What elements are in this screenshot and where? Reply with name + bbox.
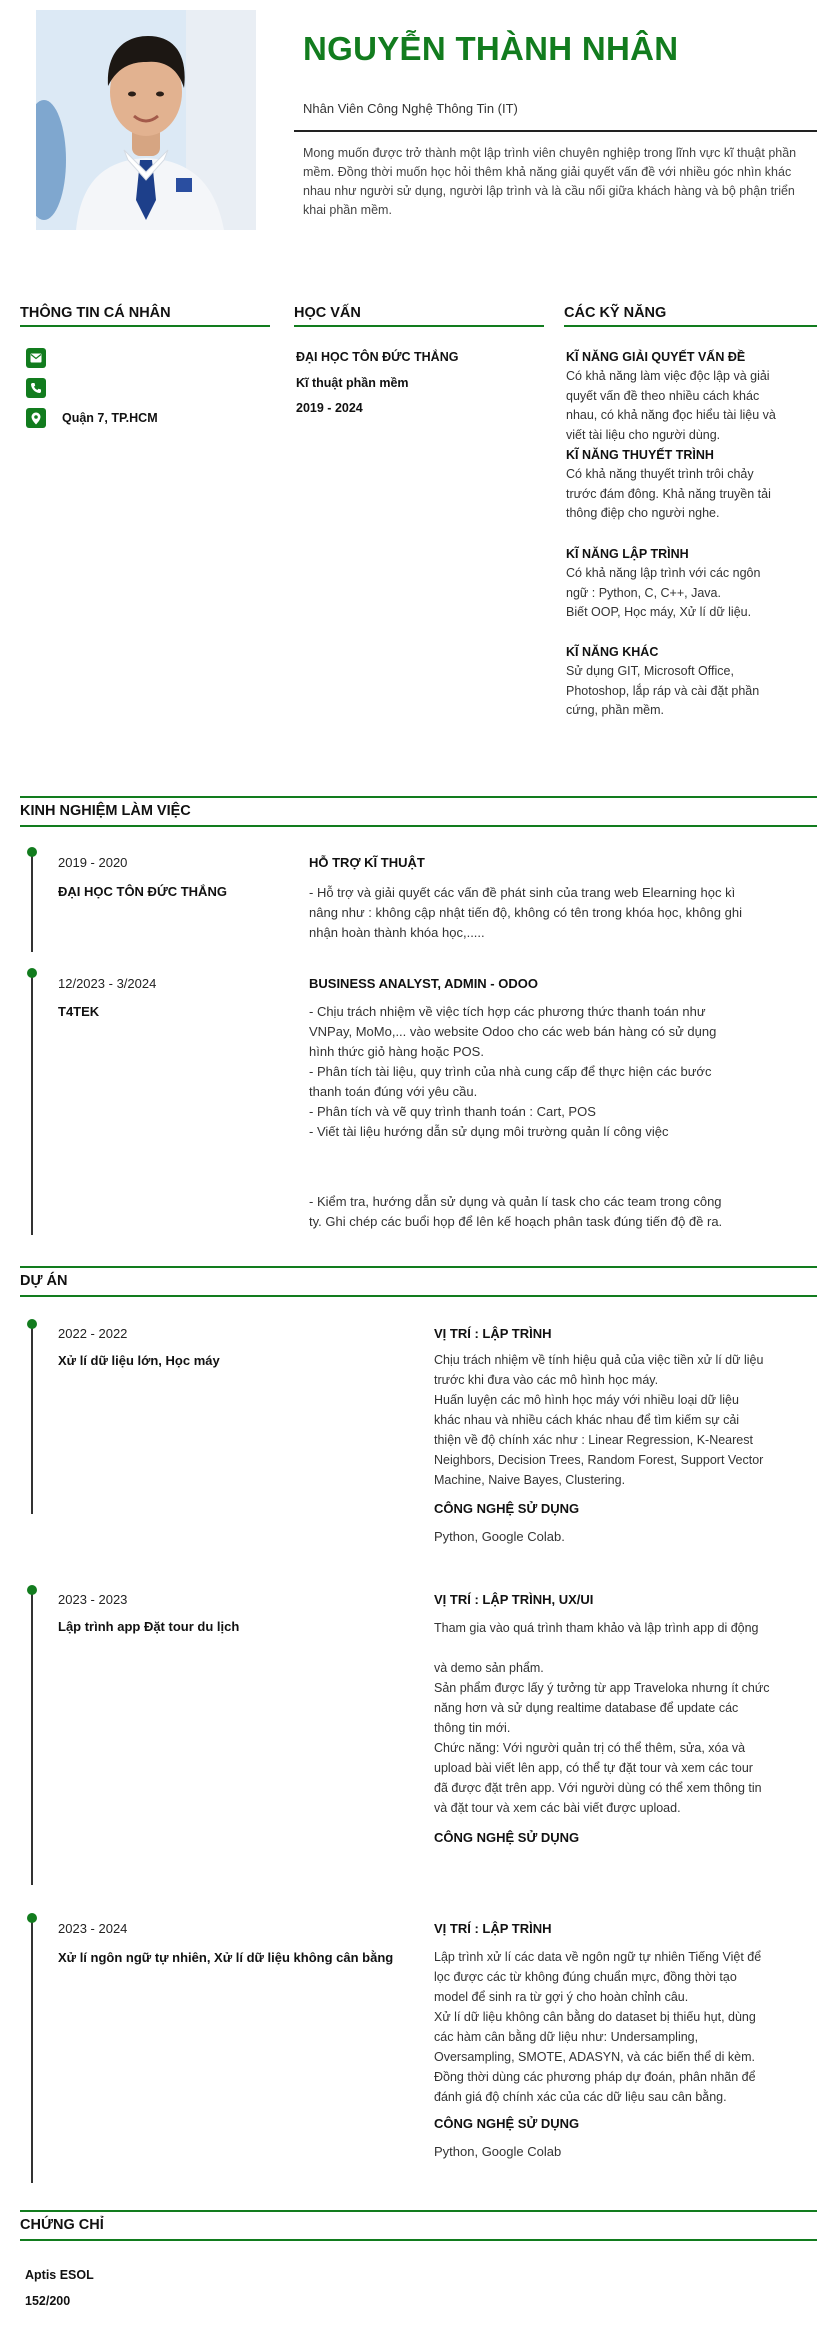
experience-org: ĐẠI HỌC TÔN ĐỨC THẮNG <box>58 884 227 899</box>
experience-date: 2019 - 2020 <box>58 855 128 870</box>
project-description: Lập trình xử lí các data về ngôn ngữ tự nhiên Tiếng Việt để lọc được các từ không đúng chuẩn mực, đồng thời tạo model để sinh ra từ gợi ý cho hoàn chỉnh câu. Xử lí dữ liệu không cân bằng do dataset bị thiếu hụt, dùng các hàm cân bằng dữ liệu như: Undersampling, Oversampling, SMOTE, ADASYN, và các biến thể di kèm. Đồng thời dùng các phương pháp dự đoán, phân nhãn để đánh giá độ chính xác của các dữ liệu sau cân bằng. <box>434 1950 762 2104</box>
skill-item <box>566 645 816 721</box>
timeline-line <box>31 1918 33 2183</box>
job-title: Nhân Viên Công Nghệ Thông Tin (IT) <box>303 101 518 116</box>
timeline-line <box>31 973 33 1235</box>
certificate-score: 152/200 <box>25 2294 71 2308</box>
address-row <box>26 408 158 428</box>
timeline-dot <box>27 968 37 978</box>
skill-title: KĨ NĂNG KHÁC <box>566 645 659 659</box>
certificate-name: Aptis ESOL <box>25 2268 94 2282</box>
timeline-line <box>31 1324 33 1514</box>
skill-description: Sử dụng GIT, Microsoft Office, Photoshop, lắp ráp và cài đặt phần cứng, phần mềm. <box>566 664 760 717</box>
phone-icon <box>26 378 46 398</box>
skill-item <box>566 547 816 645</box>
skills-rule <box>564 325 817 327</box>
experience-role: HỖ TRỢ KĨ THUẬT <box>309 855 425 870</box>
email-icon <box>26 348 46 368</box>
education-heading: HỌC VẤN <box>294 305 361 321</box>
skill-item <box>566 448 816 547</box>
timeline-dot <box>27 1585 37 1595</box>
personal-info-heading: THÔNG TIN CÁ NHÂN <box>20 305 171 321</box>
timeline-dot <box>27 1913 37 1923</box>
education-start: 2019 <box>296 401 324 415</box>
experience-description: - Chịu trách nhiệm về việc tích hợp các phương thức thanh toán như VNPay, MoMo,... vào website Odoo cho các web bán hàng có sử dụng hình thức giỏ hàng hoặc POS. - Phân tích tài liệu, quy trình của nhà cung cấp để thực hiện các bước thanh toán đúng với yêu cầu. - Phân tích và vẽ quy trình thanh toán : Cart, POS - Viết tài liệu hướng dẫn sử dụng môi trường quản lí công việc <box>309 1004 717 1139</box>
projects-heading: DỰ ÁN <box>20 1273 68 1289</box>
personal-info-rule <box>20 325 270 327</box>
project-name: Lập trình app Đặt tour du lịch <box>58 1619 240 1634</box>
project-tech-label: CÔNG NGHỆ SỬ DỤNG <box>434 2116 580 2131</box>
experience-org: T4TEK <box>58 1004 100 1019</box>
project-date: 2022 - 2022 <box>58 1326 128 1341</box>
experience-description-continued: - Kiểm tra, hướng dẫn sử dụng và quản lí task cho các team trong công ty. Ghi chép các buổi họp để lên kế hoạch phân task đúng tiến độ đề ra. <box>309 1194 723 1229</box>
timeline-dot <box>27 1319 37 1329</box>
skill-description: Có khả năng lập trình với các ngôn ngữ : Python, C, C++, Java. Biết OOP, Học máy, Xử lí dữ liệu. <box>566 566 761 619</box>
skill-title: KĨ NĂNG THUYẾT TRÌNH <box>566 448 714 462</box>
project-tech-label: CÔNG NGHỆ SỬ DỤNG <box>434 1830 580 1845</box>
phone-row <box>26 378 46 398</box>
skill-description: Có khả năng thuyết trình trôi chảy trước đám đông. Khả năng truyền tải thông điệp cho người nghe. <box>566 467 771 520</box>
skills-heading: CÁC KỸ NĂNG <box>564 305 667 321</box>
projects-heading-box <box>20 1266 817 1297</box>
project-name: Xử lí ngôn ngữ tự nhiên, Xử lí dữ liệu không cân bằng <box>58 1950 394 1965</box>
experience-role: BUSINESS ANALYST, ADMIN - ODOO <box>309 976 538 991</box>
project-role: VỊ TRÍ : LẬP TRÌNH, UX/UI <box>434 1592 594 1607</box>
experience-heading-box <box>20 796 817 827</box>
email-row <box>26 348 46 368</box>
project-date: 2023 - 2023 <box>58 1592 128 1607</box>
project-description: Chịu trách nhiệm về tính hiệu quả của việc tiền xử lí dữ liệu trước khi đưa vào các mô hình học máy. Huấn luyện các mô hình học máy với nhiều loại dữ liệu khác nhau và nhiều cách khác nhau để tìm kiếm sự cải thiện về độ chính xác như : Linear Regression, K-Nearest Neighbors, Decision Trees, Random Forest, Support Vector Machine, Naive Bayes, Clustering. <box>434 1353 764 1487</box>
project-role: VỊ TRÍ : LẬP TRÌNH <box>434 1326 552 1341</box>
education-period: 2019 - 2024 <box>296 401 363 415</box>
skill-title: KĨ NĂNG GIẢI QUYẾT VẤN ĐỀ <box>566 350 746 364</box>
skill-description: Có khả năng làm việc độc lập và giải quyết vấn đề theo nhiều cách khác nhau, có khả năng đọc hiểu tài liệu và viết tài liệu cho người dùng. <box>566 369 776 442</box>
education-rule <box>294 325 544 327</box>
project-tech-label: CÔNG NGHỆ SỬ DỤNG <box>434 1501 580 1516</box>
profile-photo <box>36 10 256 230</box>
person-photo-icon <box>36 10 256 230</box>
experience-date: 12/2023 - 3/2024 <box>58 976 157 991</box>
address-value: Quận 7, TP.HCM <box>62 411 158 425</box>
experience-description: - Hỗ trợ và giải quyết các vấn đề phát sinh của trang web Elearning học kì nâng như : không cập nhật tiến độ, không có tên trong khóa học, không ghi nhận hoàn thành khóa học,..... <box>309 885 742 940</box>
career-summary: Mong muốn được trở thành một lập trình viên chuyên nghiệp trong lĩnh vực kĩ thuật phần mềm. Đồng thời muốn học hỏi thêm khả năng giải quyết vấn đề với nhiều góc nhìn khác nhau như người sử dụng, người lập trình và là cầu nối giữa khách hàng và bộ phận triển khai phần mềm. <box>303 146 797 217</box>
project-date: 2023 - 2024 <box>58 1921 128 1936</box>
project-description: và demo sản phẩm. Sản phẩm được lấy ý tưởng từ app Traveloka nhưng ít chức năng hơn và sử dụng realtime database để update các thông tin mới. Chức năng: Với người quản trị có thể thêm, sửa, xóa và upload bài viết lên app, có thể tự đặt tour và xem các tour đã được đặt trên app. Với người dùng có thể xem thông tin và đặt tour và xem các bài viết được upload. <box>434 1661 770 1815</box>
skill-item <box>566 350 816 448</box>
skill-title: KĨ NĂNG LẬP TRÌNH <box>566 547 689 561</box>
certificates-heading: CHỨNG CHỈ <box>20 2217 104 2233</box>
school-name: ĐẠI HỌC TÔN ĐỨC THẮNG <box>296 350 459 364</box>
experience-heading: KINH NGHIỆM LÀM VIỆC <box>20 803 191 819</box>
timeline-line <box>31 1590 33 1885</box>
timeline-line <box>31 852 33 952</box>
timeline-dot <box>27 847 37 857</box>
project-description-intro: Tham gia vào quá trình tham khảo và lập trình app di động <box>434 1621 759 1635</box>
education-major: Kĩ thuật phần mềm <box>296 376 409 390</box>
project-tech: Python, Google Colab. <box>434 1529 565 1544</box>
location-pin-icon <box>26 408 46 428</box>
certificates-heading-box <box>20 2210 817 2241</box>
candidate-name: NGUYỄN THÀNH NHÂN <box>303 30 679 67</box>
project-tech: Python, Google Colab <box>434 2144 562 2159</box>
project-role: VỊ TRÍ : LẬP TRÌNH <box>434 1921 552 1936</box>
education-end: 2024 <box>334 401 363 415</box>
skills-list <box>566 350 816 721</box>
project-name: Xử lí dữ liệu lớn, Học máy <box>58 1353 220 1368</box>
header-divider <box>294 130 817 132</box>
